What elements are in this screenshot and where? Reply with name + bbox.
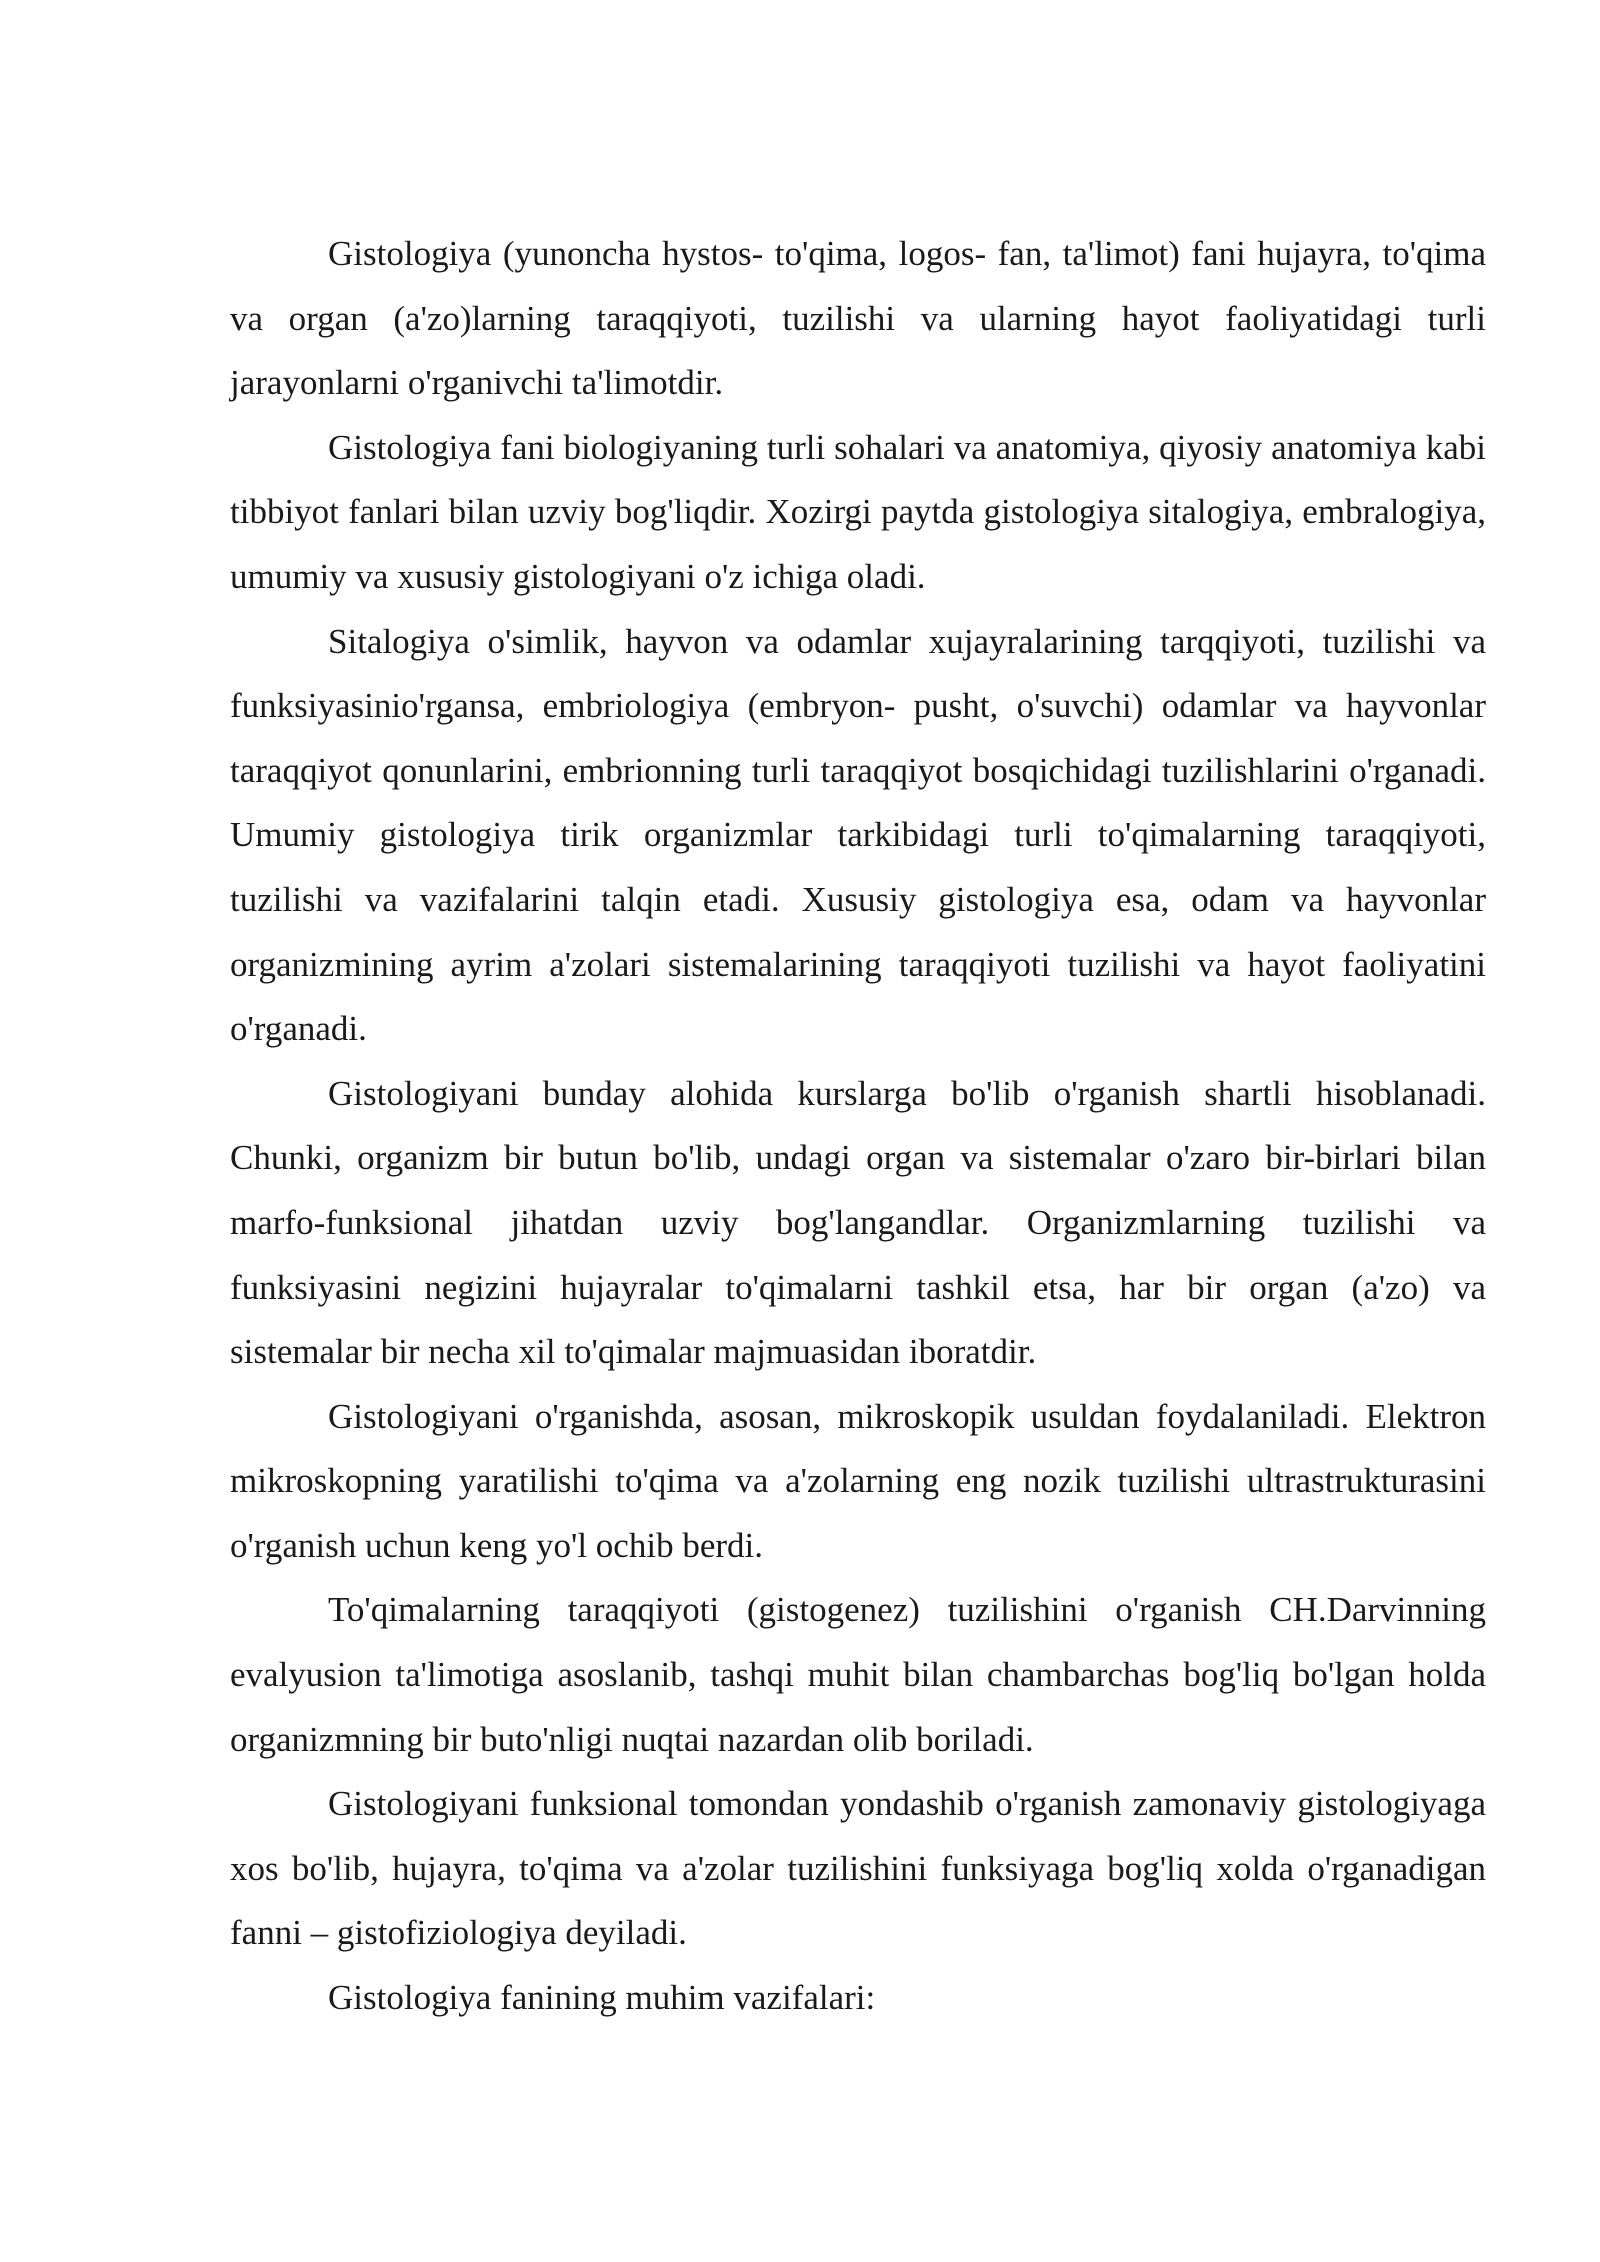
paragraph-microscopy: Gistologiyani o'rganishda, asosan, mikroskopik usuldan foydalaniladi. Elektron mikroskopning yaratilishi to'qima va a'zolarning eng nozik tuzilishi ultrastrukturasini o'rganish uchun keng yo'l ochib berdi. bbox=[230, 1396, 1486, 1565]
paragraph-gistofiziologiya: Gistologiyani funksional tomondan yondashib o'rganish zamonaviy gistologiyaga xos bo'lib, hujayra, to'qima va a'zolar tuzilishini funksiyaga bog'liq xolda o'rganadigan fanni – gistofiziologiya deyiladi. bbox=[230, 1784, 1486, 1953]
paragraph-gistogenez: To'qimalarning taraqqiyoti (gistogenez) tuzilishini o'rganish CH.Darvinning evalyusion ta'limotiga asoslanib, tashqi muhit bilan chambarchas bog'liq bo'lgan holda organizmning bir buto'nligi nuqtai nazardan olib boriladi. bbox=[230, 1590, 1486, 1759]
paragraph-tasks-heading: Gistologiya fanining muhim vazifalari: bbox=[328, 1978, 876, 2018]
paragraph-courses: Gistologiyani bunday alohida kurslarga bo'lib o'rganish shartli hisoblanadi. Chunki, organizm bir butun bo'lib, undagi organ va sistemalar o'zaro bir-birlari bilan marfo-funksional jihatdan uzviy bog'langandlar. Organizmlarning tuzilishi va funksiyasini negizini hujayralar to'qimalarni tashkil etsa, har bir organ (a'zo) va sistemalar bir necha xil to'qimalar majmuasidan iboratdir. bbox=[230, 1073, 1486, 1372]
paragraph-related-sciences: Gistologiya fani biologiyaning turli sohalari va anatomiya, qiyosiy anatomiya kabi tibbiyot fanlari bilan uzviy bog'liqdir. Xozirgi paytda gistologiya sitalogiya, embralogiya, umumiy va xususiy gistologiyani o'z ichiga oladi. bbox=[230, 427, 1486, 596]
paragraph-sitalogiya: Sitalogiya o'simlik, hayvon va odamlar xujayralarining tarqqiyoti, tuzilishi va funksiyasinio'rgansa, embriologiya (embryon- pusht, o'suvchi) odamlar va hayvonlar taraqqiyot qonunlarini, embrionning turli taraqqiyot bosqichidagi tuzilishlarini o'rganadi. Umumiy gistologiya tirik organizmlar tarkibidagi turli to'qimalarning taraqqiyoti, tuzilishi va vazifalarini talqin etadi. Xususiy gistologiya esa, odam va hayvonlar organizmining ayrim a'zolari sistemalarining taraqqiyoti tuzilishi va hayot faoliyatini o'rganadi. bbox=[230, 621, 1486, 1049]
paragraph-gistologiya-definition: Gistologiya (yunoncha hystos- to'qima, logos- fan, ta'limot) fani hujayra, to'qima va organ (a'zo)larning taraqqiyoti, tuzilishi va ularning hayot faoliyatidagi turli jarayonlarni o'rganivchi ta'limotdir. bbox=[230, 234, 1486, 403]
document-body bbox=[230, 222, 1486, 2031]
